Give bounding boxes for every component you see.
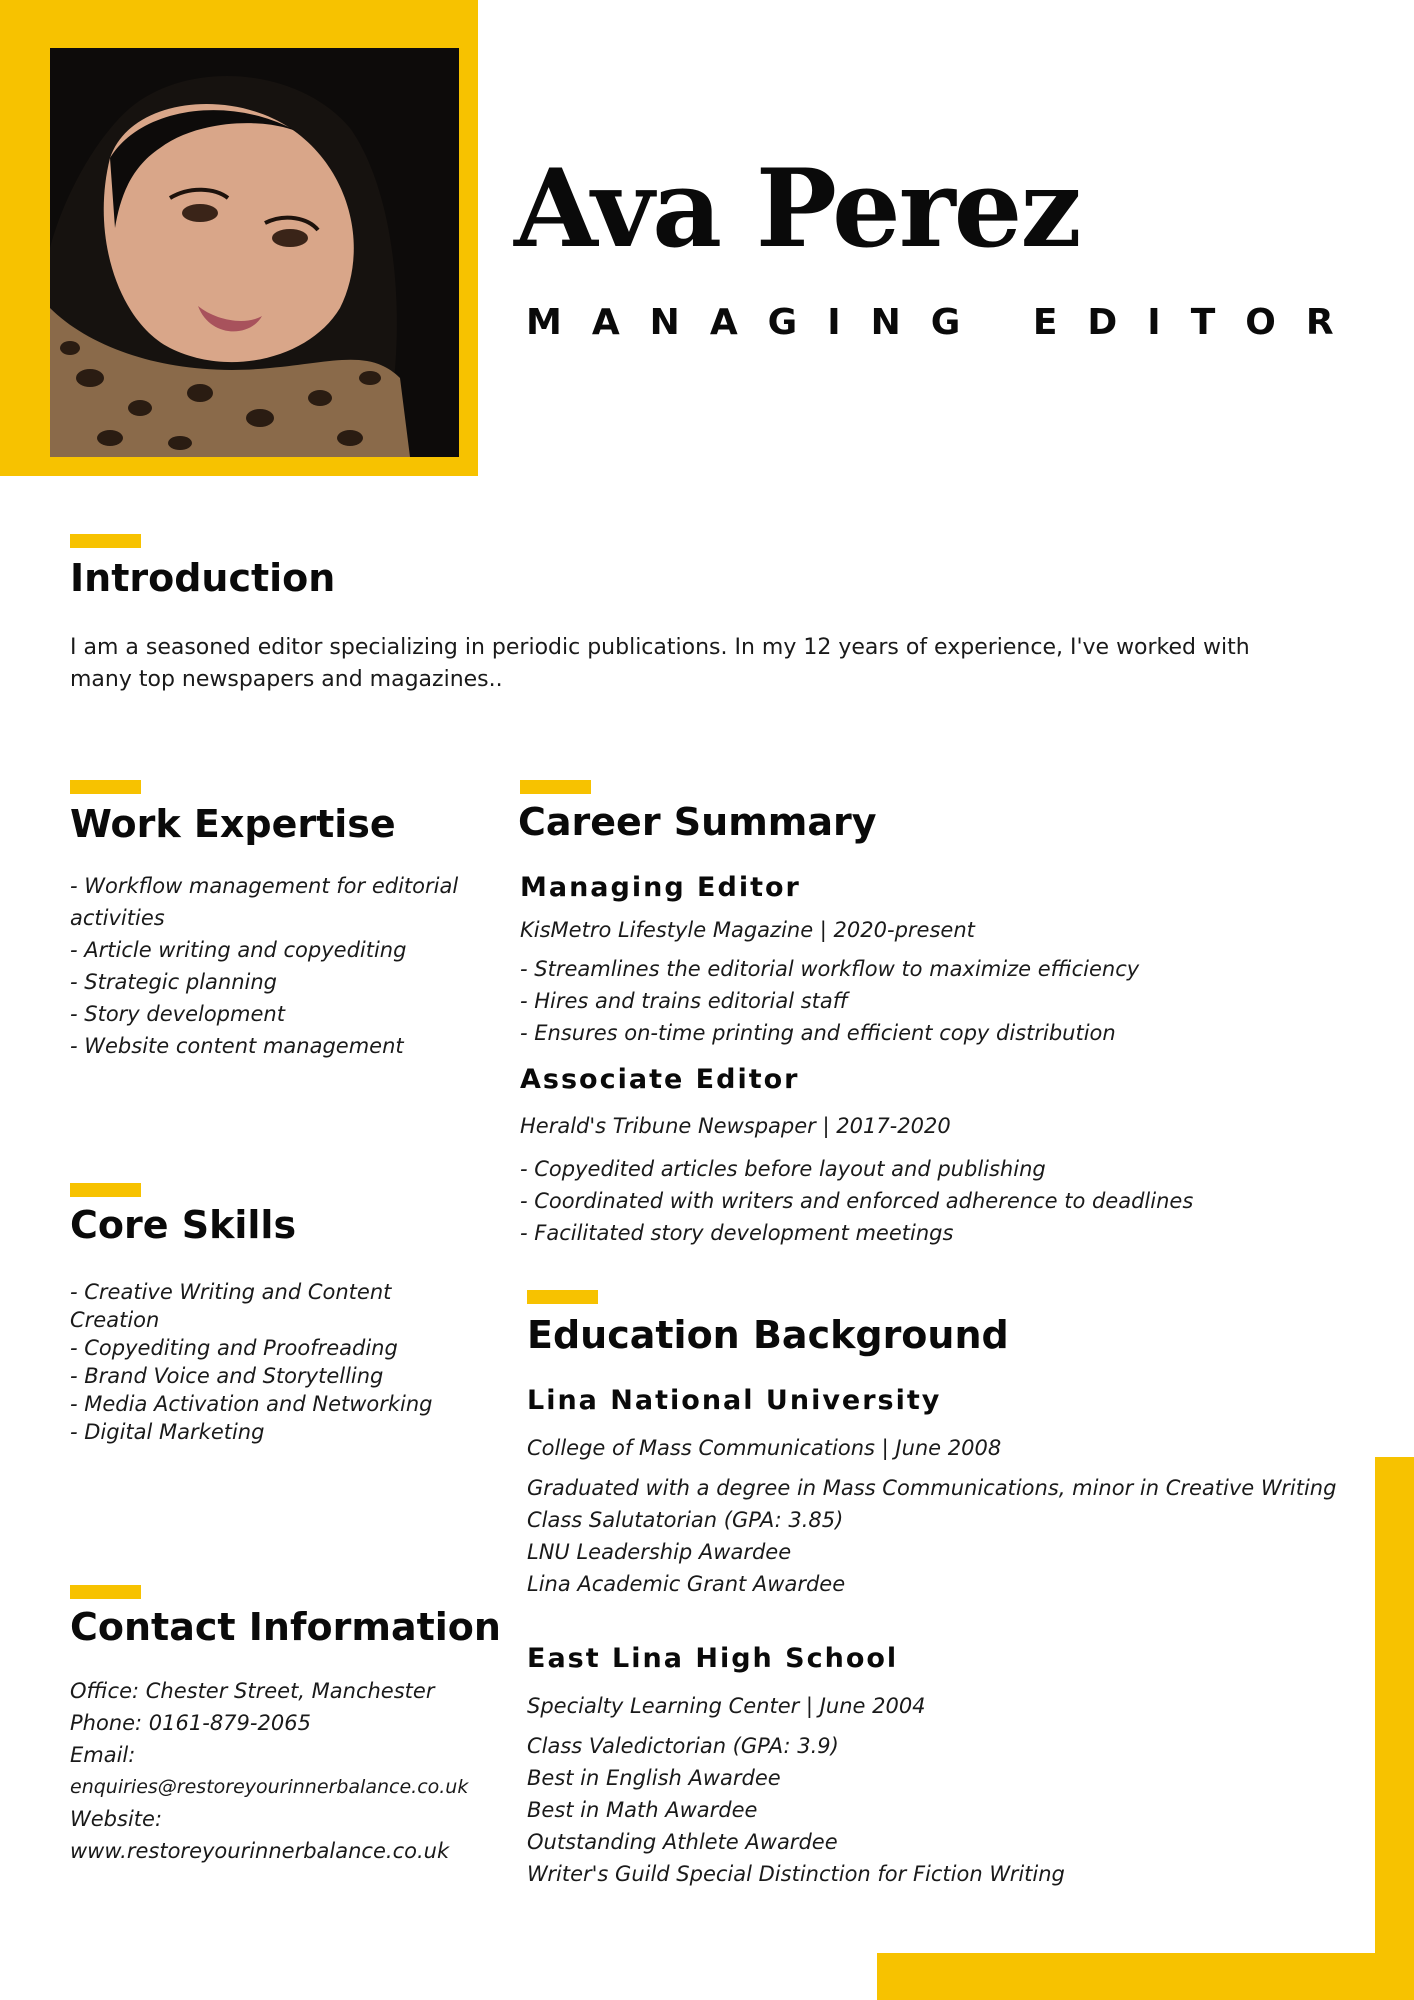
school-name-east-lina-high-school: East Lina High School — [527, 1643, 899, 1674]
job-org-heralds-tribune: Herald's Tribune Newspaper | 2017-2020 — [520, 1114, 951, 1138]
job-duties-managing-editor — [520, 953, 1340, 1049]
list-item: LNU Leadership Awardee — [527, 1540, 792, 1564]
school-achievements-lnu — [527, 1472, 1367, 1600]
contact-website-label: Website: — [70, 1807, 163, 1831]
work-expertise-heading: Work Expertise — [70, 802, 396, 846]
school-name-lina-national-university: Lina National University — [527, 1385, 942, 1416]
list-item: - Strategic planning — [70, 970, 277, 994]
contact-phone[interactable]: Phone: 0161-879-2065 — [70, 1711, 311, 1735]
list-item: - Article writing and copyediting — [70, 938, 407, 962]
school-detail-lnu: College of Mass Communications | June 2008 — [527, 1436, 1002, 1460]
contact-office: Office: Chester Street, Manchester — [70, 1679, 435, 1703]
core-skills-list — [70, 1278, 433, 1446]
list-item: - Streamlines the editorial workflow to maximize efficiency — [520, 957, 1140, 981]
core-skills-heading: Core Skills — [70, 1203, 297, 1247]
job-title-associate-editor: Associate Editor — [520, 1064, 800, 1095]
contact-email-label: Email: — [70, 1743, 136, 1767]
career-heading: Career Summary — [518, 800, 877, 844]
job-org-kismetro: KisMetro Lifestyle Magazine | 2020-present — [520, 918, 975, 942]
list-item: Writer's Guild Special Distinction for Fiction Writing — [527, 1862, 1065, 1886]
core-skills-accent-bar — [70, 1183, 141, 1197]
job-title-managing-editor: Managing Editor — [520, 872, 801, 903]
contact-website[interactable]: www.restoreyourinnerbalance.co.uk — [70, 1839, 450, 1863]
list-item: Class Valedictorian (GPA: 3.9) — [527, 1734, 839, 1758]
list-item: - Digital Marketing — [70, 1420, 265, 1444]
list-item: - Story development — [70, 1002, 285, 1026]
list-item: - Brand Voice and Storytelling — [70, 1364, 384, 1388]
introduction-accent-bar — [70, 534, 141, 548]
list-item: Class Salutatorian (GPA: 3.85) — [527, 1508, 844, 1532]
decorative-corner-horizontal — [877, 1953, 1414, 2000]
list-item: - Creative Writing and Content Creation — [70, 1280, 392, 1332]
decorative-corner-vertical — [1375, 1457, 1414, 2000]
list-item: - Workflow management for editorial activities — [70, 874, 459, 930]
job-duties-associate-editor — [520, 1153, 1340, 1249]
education-accent-bar — [527, 1290, 598, 1304]
work-expertise-list — [70, 870, 470, 1062]
photo-frame — [0, 0, 478, 476]
list-item: Best in Math Awardee — [527, 1798, 758, 1822]
work-expertise-accent-bar — [70, 780, 141, 794]
contact-heading: Contact Information — [70, 1605, 501, 1649]
list-item: - Hires and trains editorial staff — [520, 989, 848, 1013]
list-item: Graduated with a degree in Mass Communications, minor in Creative Writing — [527, 1476, 1337, 1500]
introduction-text: I am a seasoned editor specializing in periodic publications. In my 12 years of experience, I've worked with many top newspapers and magazines.. — [70, 635, 1250, 692]
education-heading: Education Background — [527, 1313, 1009, 1357]
list-item: Best in English Awardee — [527, 1766, 781, 1790]
list-item: - Media Activation and Networking — [70, 1392, 433, 1416]
contact-details — [70, 1675, 500, 1867]
school-achievements-elhs — [527, 1730, 1367, 1890]
list-item: - Copyedited articles before layout and publishing — [520, 1157, 1046, 1181]
list-item: - Copyediting and Proofreading — [70, 1336, 398, 1360]
list-item: Lina Academic Grant Awardee — [527, 1572, 846, 1596]
career-accent-bar — [520, 780, 591, 794]
list-item: - Coordinated with writers and enforced adherence to deadlines — [520, 1189, 1194, 1213]
list-item: - Facilitated story development meetings — [520, 1221, 954, 1245]
list-item: Outstanding Athlete Awardee — [527, 1830, 838, 1854]
list-item: - Ensures on-time printing and efficient copy distribution — [520, 1021, 1116, 1045]
list-item: - Website content management — [70, 1034, 404, 1058]
profile-photo — [50, 48, 459, 457]
school-detail-elhs: Specialty Learning Center | June 2004 — [527, 1694, 926, 1718]
contact-accent-bar — [70, 1585, 141, 1599]
contact-email[interactable]: enquiries@restoreyourinnerbalance.co.uk — [70, 1776, 469, 1798]
candidate-title: MANAGING EDITOR — [526, 302, 1364, 343]
introduction-heading: Introduction — [70, 556, 336, 600]
candidate-name: Ava Perez — [514, 146, 1080, 272]
